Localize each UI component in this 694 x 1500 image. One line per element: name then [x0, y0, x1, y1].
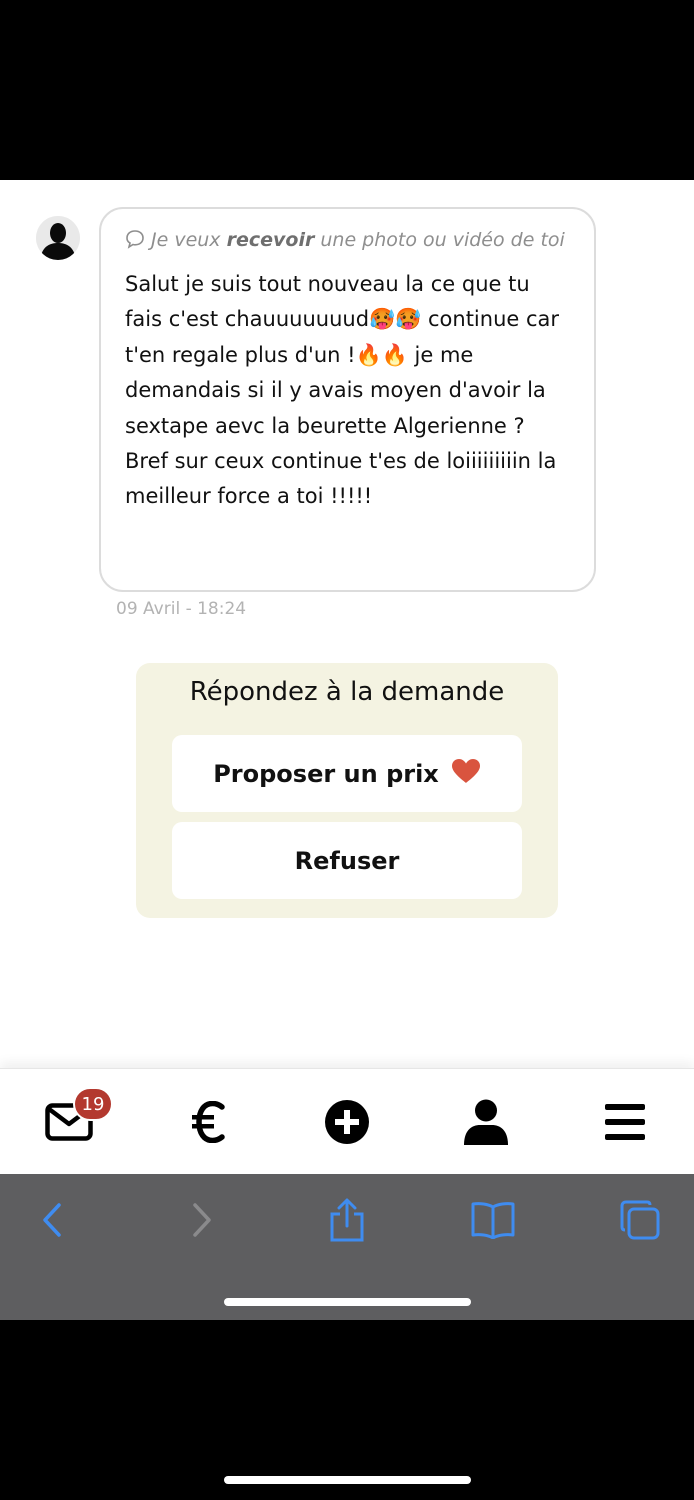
forward-button[interactable] [178, 1198, 226, 1246]
tabs-icon [619, 1199, 661, 1245]
share-icon [328, 1198, 366, 1246]
status-area [0, 0, 694, 180]
euro-icon [191, 1101, 225, 1147]
back-button[interactable] [28, 1198, 76, 1246]
unread-badge: 19 [73, 1087, 113, 1121]
earnings-tab[interactable] [183, 1099, 233, 1149]
menu-icon [605, 1104, 645, 1144]
bookmarks-button[interactable] [469, 1198, 517, 1246]
propose-price-label: Proposer un prix [213, 759, 439, 788]
menu-tab[interactable] [600, 1099, 650, 1149]
home-indicator [224, 1298, 471, 1306]
request-type: Je veux recevoir une photo ou vidéo de toi [125, 223, 572, 261]
bottom-nav [0, 1068, 694, 1174]
create-tab[interactable] [322, 1099, 372, 1149]
message-bubble [99, 207, 596, 592]
plus-circle-icon [325, 1100, 369, 1148]
home-indicator-bottom [224, 1476, 471, 1484]
profile-tab[interactable] [461, 1099, 511, 1149]
browser-toolbar [0, 1174, 694, 1320]
reply-title: Répondez à la demande [189, 677, 505, 707]
tabs-button[interactable] [616, 1198, 664, 1246]
message-timestamp: 09 Avril - 18:24 [116, 599, 247, 619]
refuse-button[interactable]: Refuser [172, 822, 522, 899]
share-button[interactable] [323, 1198, 371, 1246]
forward-icon [190, 1202, 214, 1242]
bottom-area [0, 1320, 694, 1500]
user-silhouette-icon [36, 216, 80, 260]
conversation-view [0, 180, 694, 1068]
back-icon [40, 1202, 64, 1242]
user-icon [463, 1099, 509, 1149]
heart-icon [451, 758, 481, 790]
message-text: Salut je suis tout nouveau la ce que tu fais c'est chauuuuuuud🥵🥵 continue car t'en regale plus d'un !🔥🔥 je me demandais si il y avais moyen d'avoir la sextape aevc la beurette Algerienne ? Bref sur ceux continue t'es de loiiiiiiiiin la meilleur force a toi !!!!! [125, 272, 560, 509]
propose-price-button[interactable] [172, 735, 522, 812]
avatar[interactable] [36, 216, 80, 260]
bookmarks-icon [470, 1201, 516, 1243]
reply-panel [136, 663, 558, 918]
chat-bubble-icon [125, 226, 145, 261]
